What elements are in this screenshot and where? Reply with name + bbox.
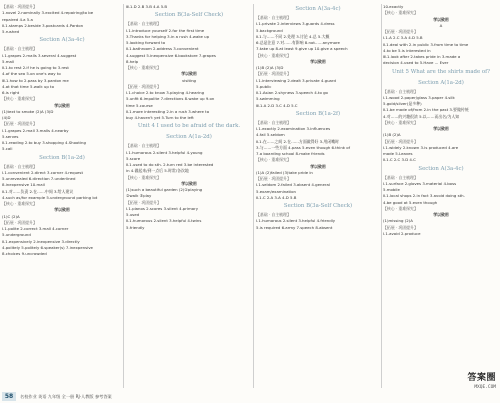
answer-line: 4.suggest 5.inexpensive 6.bookstore 7.grapes — [126, 52, 216, 58]
page-footer — [0, 391, 500, 403]
answer-line: Ⅰ.1.seldom 2.failed 3.absent 4.general — [256, 182, 330, 188]
answer-line: 6.总是注意 7.对……有影响 8.not……anymore — [256, 40, 340, 45]
answer-line: Ⅱ.1.与……不同 2.处理 3.讨论 4.总 5.大概 — [256, 33, 330, 39]
section-heading: Section B(3a-Self Check) — [283, 203, 353, 209]
answer-line: Ⅱ.1.Asian 2.shyness 3.speech 4.to go — [256, 90, 328, 95]
column-4 — [383, 4, 499, 388]
answer-line: Ⅱ.1.对……负责 2.在……中间 3.给人建议 — [2, 188, 74, 194]
answer-line: 5.background — [256, 27, 283, 33]
answer-line: 10.exactly — [383, 4, 404, 9]
subsection-label: 【核心 · 重难探究】 — [383, 119, 418, 125]
answer-line: 4.to be 5.is interested in — [383, 47, 431, 53]
section-heading: Unit 4 I used to be afraid of the dark. — [137, 123, 241, 130]
answer-line: 5.gold/silver(是多种) — [383, 101, 422, 106]
answer-line: 学以致用 — [54, 102, 70, 108]
answer-line: Ⅱ.1.used to do sth. 2.turn red 3.be interested — [126, 162, 214, 167]
answer-line: 4.politely 5.politely 6.speaker(s) 7.inexpensive — [2, 244, 93, 250]
subsection-label: 【拓展 · 巩固提升】 — [2, 121, 37, 127]
answer-line: 5.call — [2, 146, 13, 152]
answer-line: Ⅰ.1.wood 2.paper/glass 3.paper 4.silk — [383, 94, 455, 100]
subsection-label: 【拓展 · 巩固提升】 — [126, 83, 161, 89]
answer-line: 学以致用 — [433, 212, 449, 217]
column-2 — [126, 4, 252, 388]
subsection-label: 【基础 · 自主梳理】 — [126, 21, 161, 27]
subsection-label: 【基础 · 自主梳理】 — [383, 174, 418, 180]
subsection-label: 【拓展 · 巩固提升】 — [383, 224, 418, 230]
answer-line: Ⅱ.1.to rest 2.if he is going to 3.rest — [2, 65, 69, 70]
answer-line: made 5.Leaves — [383, 151, 413, 156]
answer-line: Ⅰ.1.widely 2.known 3.is produced 4.are — [383, 144, 459, 150]
answer-line: visiting — [181, 77, 197, 83]
answer-line: 4.be good at 5.even though — [383, 199, 438, 205]
answer-line: Ⅲ.1.how to 2.pass by 3.pardon me — [2, 77, 69, 83]
answer-line: 5.public — [256, 83, 272, 89]
subsection-label: 【核心 · 重难探究】 — [256, 157, 291, 163]
answer-line: repaired 4.a 5.a — [2, 16, 33, 22]
answer-line: 5.serves — [2, 133, 19, 139]
subsection-label: 【拓展 · 巩固提升】 — [383, 29, 418, 34]
answer-line: Ⅰ.1.convenient 2.direct 3.corner 4.request — [2, 169, 83, 175]
answer-line: decision 4.used to 5.Have ... Ever — [383, 60, 449, 66]
section-heading: Section B(3a-Self Check) — [154, 12, 224, 19]
subsection-label: 【核心 · 重难探究】 — [126, 65, 161, 70]
answer-line: 7.a boarding school 8.make friends — [256, 151, 325, 156]
answer-line: Ⅱ.1.deal with 2.in public 3.from time to time — [383, 41, 469, 47]
section-heading: Section A(3a-4c) — [295, 6, 341, 12]
answer-line: 学以致用 — [54, 207, 70, 213]
answer-line: Ⅱ.1.reading 2.to buy 3.shopping 4.Shooting — [2, 140, 86, 145]
answer-line: Ⅰ.1.avoid 2.produce — [383, 230, 421, 236]
answer-line: Ⅰ.1.pianos 2.scores 3.silent 4.primary — [126, 205, 199, 211]
answer-line: (4)D — [2, 115, 11, 120]
answer-line: 1.novel 2.nominally 3.excited 4.repairing/to be — [2, 10, 94, 16]
answer-line: 学以致用 — [433, 16, 449, 22]
answer-line: Ⅱ.1.be made of/from 2.in the past 3.要做传统 — [383, 107, 469, 113]
page-number: 58 — [2, 392, 16, 401]
answer-line: Ⅰ.1.interviewing 2.dealt 3.private 4.guard — [256, 77, 336, 83]
column-divider — [253, 4, 254, 388]
answer-line: Ⅱ.1.bathroom 2.address 3.convenient — [126, 46, 199, 52]
answer-line: (1)such a beautiful garden (2)①playing — [126, 187, 203, 192]
footer-text: 名校作业 英语 九年级 全一册 RJ·人教版 参考答案 — [20, 394, 112, 399]
subsection-label: 【核心 · 重难探究】 — [2, 201, 37, 206]
subsection-label: 【基础 · 自主梳理】 — [383, 88, 418, 94]
answer-line: Ⅱ.1.在……之间 2.在……方面做得好 3.用闭嘴时 — [256, 138, 339, 144]
answer-line: 5.underground — [2, 232, 31, 238]
watermark-logo — [438, 368, 498, 400]
answer-line: 学以致用 — [181, 71, 197, 77]
answer-line: 学以致用 — [310, 58, 326, 64]
answer-line: 学以致用 — [310, 163, 326, 169]
answer-line: Ⅱ.1.local shops 2.in fact 3.avoid doing sth. — [383, 193, 465, 199]
answer-line: Ⅰ.1.grapes 2.mall 3.malls 4.nearby — [2, 127, 69, 133]
answer-line: Ⅰ.1.humorous 2.silent 3.helpful 4.friendly — [256, 218, 336, 224]
subsection-label: 【核心 · 重难探究】 — [2, 96, 37, 102]
answer-line: Ⅰ.1.introduce yourself 2.for the first time — [126, 27, 205, 33]
answer-line: 3.Thanks for helping 3.in a rush 4.wake up — [126, 33, 210, 39]
subsection-label: 【基础 · 自主梳理】 — [126, 143, 161, 149]
answer-line: 8.help — [126, 58, 139, 64]
section-heading: Section A(1a-2d) — [166, 134, 212, 141]
column-1 — [2, 4, 122, 388]
answer-line: Ⅲ.1.D 2.B 3.B 4.A 5.B — [126, 4, 168, 9]
answer-line: 5.friendly — [126, 224, 145, 230]
answer-line: 5.mall — [2, 58, 15, 64]
subsection-label: 【基础 · 巩固提升】 — [2, 4, 37, 9]
column-divider — [381, 4, 382, 388]
answer-line: 4.such as/for example 5.underground parking lot — [2, 194, 98, 200]
answer-line: 3.与……一些方面 4.pass 5.even though 6.think of — [256, 144, 351, 150]
answer-line: 5.mobile — [383, 187, 400, 192]
section-heading: Section A(3a-4c) — [418, 165, 464, 172]
answer-line: 7.take up 8.at least 9.give up 10.give a speech — [256, 46, 348, 52]
logo-title: 答案圈 — [467, 373, 496, 383]
answer-line: (1)B (2)A — [383, 132, 401, 138]
column-divider — [123, 4, 124, 388]
subsection-label: 【基础 · 自主梳理】 — [2, 46, 37, 52]
section-heading: Unit 5 What are the shirts made of? — [391, 68, 491, 75]
answer-line: 学以致用 — [181, 180, 197, 186]
subsection-label: 【拓展 · 巩固提升】 — [256, 71, 291, 77]
subsection-label: 【拓展 · 巩固提升】 — [383, 138, 418, 144]
answer-line: 4.fail 5.seldom — [256, 132, 285, 138]
answer-line: Ⅱ.1.C 2.A 3.A 4.D 5.B — [256, 194, 297, 200]
answer-line: 5.used — [126, 212, 140, 217]
subsection-label: 【拓展 · 巩固提升】 — [2, 219, 37, 225]
answer-line: 5.looking forward to — [126, 40, 166, 45]
answer-line: 8.choices 9.uncrowded — [2, 251, 47, 256]
subsection-label: 【基础 · 自主梳理】 — [2, 163, 37, 169]
answer-line: Ⅱ.1.C 2.C 3.D 4.C — [383, 157, 416, 163]
answer-line: Ⅰ.1.polite 2.correct 3.mall 4.corner — [2, 226, 69, 231]
answer-line: 5.unrevealed 6.direction 7.underlined — [2, 176, 76, 181]
answer-line: Ⅰ.1.surface 2.gloves 3.material 4.boss — [383, 180, 457, 186]
answer-line: (1)missing (2)A — [383, 218, 413, 224]
answer-line: Ⅰ.1.A 2.C 3.A 4.D 5.B — [383, 35, 423, 41]
subsection-label: 【核心 · 重难探究】 — [383, 205, 418, 211]
answer-line: (1)text to smoke (2)A (3)D — [2, 108, 54, 114]
answer-line: (1)C (2)A — [2, 213, 20, 219]
subsection-label: 【基础 · 自主梳理】 — [256, 119, 291, 125]
column-3 — [256, 4, 380, 388]
answer-line: 4.对……的兴趣很浓 5.以……而出名/为人知 — [383, 113, 460, 119]
answer-line: Ⅰ.1.humorous 2.silent 3.helpful 4.young — [126, 149, 203, 155]
subsection-label: 【核心 · 重难探究】 — [256, 52, 291, 58]
answer-line: A — [439, 22, 443, 28]
answer-line: Ⅰ.1.grapes 2.malls 3.several 4.suggest — [2, 52, 77, 58]
answer-line: (1)B (2)A (3)D — [256, 65, 284, 70]
section-heading: Section B(1a-2d) — [39, 154, 85, 161]
answer-line: Ⅲ.1.look after 2.takes pride in 3.made a — [383, 54, 461, 59]
answer-line: Ⅱ.1.humorous 2.silent 3.helpful 4.twins — [126, 218, 202, 224]
answer-line: (1)A (2)failed (3)take pride in — [256, 169, 313, 175]
answer-line: Ⅲ.1.A 2.D 3.C 4.D 5.C — [256, 102, 298, 108]
subsection-label: 【核心 · 重难探究】 — [383, 10, 418, 16]
answer-line: 学以致用 — [433, 126, 449, 131]
answer-line: in 4.做起来/到一点后 5.时常/各次地 — [126, 168, 189, 174]
answer-line: Ⅱ.1.more interesting 2.in a rush 3.where to — [126, 108, 210, 114]
answer-line: 5.is required 6.army 7.speech 8.absent — [256, 224, 333, 230]
answer-line: 5.score — [126, 155, 141, 161]
answer-line: Ⅰ.1.private 2.interviews 3.guards 4.dress — [256, 21, 335, 27]
answer-line: 5.swimming — [256, 96, 280, 102]
answer-line: Ⅰ.1.choice 2.to know 3.playing 4.hearing — [126, 90, 205, 95]
subsection-label: 【核心 · 重难探究】 — [126, 174, 161, 180]
subsection-label: 【拓展 · 巩固提升】 — [256, 176, 291, 181]
answer-line: 5.rushed — [2, 29, 20, 34]
answer-line: 4.of the sea 5.on one's way to — [2, 71, 61, 77]
answer-line: 8.inexpensive 10.mail — [2, 182, 45, 188]
section-heading: Section B(1a-2f) — [295, 110, 341, 117]
answer-line: Ⅰ.1.exactly 2.examination 3.influences — [256, 126, 331, 131]
answer-line: Ⅱ.1.stamps 2.beside 3.postcards 4.Pardon — [2, 22, 84, 28]
answer-line: Ⅱ.1.expensively 2.inexpensive 3.directly — [2, 238, 80, 244]
subsection-label: 【拓展 · 巩固提升】 — [126, 199, 161, 205]
answer-line: 4.at that time 5.walk up to — [2, 83, 54, 89]
answer-line: 5.exam/examination — [256, 188, 297, 194]
subsection-label: 【基础 · 自主梳理】 — [256, 15, 291, 20]
logo-url: MXQE.COM — [474, 385, 496, 390]
section-heading: Section A(3a-4c) — [39, 37, 85, 44]
answer-line: 6.is right — [2, 90, 20, 95]
section-heading: Section A(1a-2d) — [418, 79, 464, 86]
subsection-label: 【基础 · 自主梳理】 — [256, 212, 291, 217]
answer-line: buy 4.haven't yet 5.Turn to the left — [126, 115, 194, 120]
answer-line: 5.unfit 6.impolite 7.directions 8.wake up 9.on — [126, 96, 215, 102]
answer-line: ②walk ③play — [126, 193, 152, 199]
answer-line: time 5.course — [126, 102, 153, 108]
